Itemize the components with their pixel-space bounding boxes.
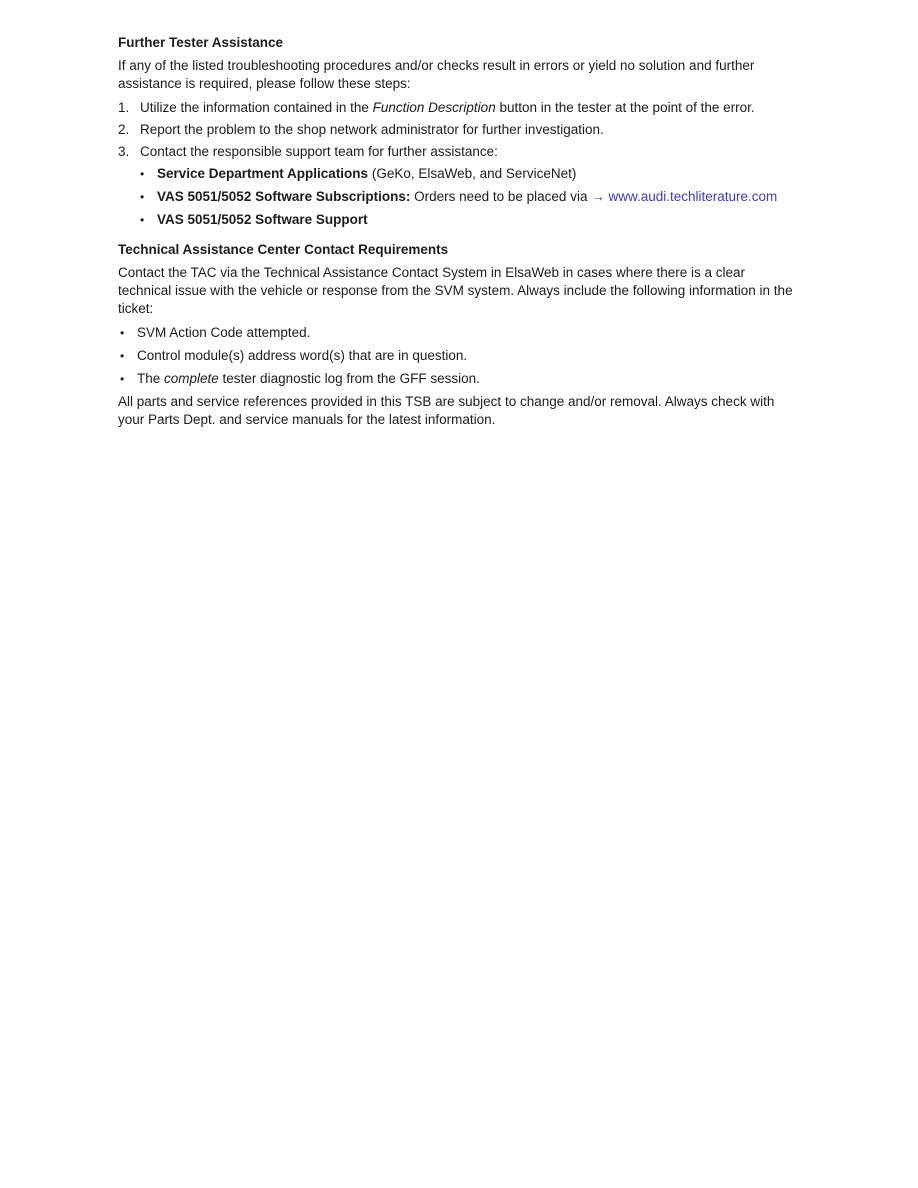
bullet-icon: • (120, 372, 125, 386)
bullet-text: VAS 5051/5052 Software Subscriptions: Orders need to be placed via → www.audi.techliterature.com (157, 189, 778, 204)
step-text: Contact the responsible support team for further assistance: (140, 144, 498, 159)
bullet-icon: • (140, 213, 145, 227)
tac-paragraph: Contact the TAC via the Technical Assistance Contact System in ElsaWeb in cases where there is a clear technical issue with the vehicle or response from the SVM system. Always include the following information in the ticket: (118, 265, 793, 316)
step-number: 1. (118, 100, 130, 115)
step-item-1 (118, 99, 800, 117)
step-item-2 (118, 121, 800, 139)
bullet-text: Service Department Applications (GeKo, ElsaWeb, and ServiceNet) (157, 166, 577, 181)
list-item-diagnostic-log (118, 370, 800, 388)
step-item-3 (118, 143, 800, 161)
disclaimer-paragraph: All parts and service references provided in this TSB are subject to change and/or removal. Always check with your Parts Dept. and service manuals for the latest information. (118, 394, 775, 427)
list-item-svm-action-code (118, 324, 800, 342)
intro-paragraph: If any of the listed troubleshooting procedures and/or checks result in errors or yield no solution and further assistance is required, please follow these steps: (118, 58, 755, 91)
step-number: 2. (118, 122, 130, 137)
list-item-software-subscriptions (140, 188, 800, 206)
support-options-list (118, 165, 800, 229)
list-item-control-modules (118, 347, 800, 365)
bullet-text: SVM Action Code attempted. (137, 325, 311, 340)
steps-list (118, 99, 800, 161)
bullet-text: Control module(s) address word(s) that are in question. (137, 348, 468, 363)
section-heading-tac-contact-requirements: Technical Assistance Center Contact Requirements (118, 242, 449, 257)
bullet-icon: • (120, 349, 125, 363)
step-number: 3. (118, 144, 130, 159)
step-text: Utilize the information contained in the Function Description button in the tester at the point of the error. (140, 100, 755, 115)
bullet-icon: • (140, 190, 145, 204)
bullet-icon: • (140, 167, 145, 181)
list-item-software-support (140, 211, 800, 229)
techliterature-link[interactable]: www.audi.techliterature.com (608, 189, 778, 204)
bullet-text: VAS 5051/5052 Software Support (157, 212, 368, 227)
step-text: Report the problem to the shop network administrator for further investigation. (140, 122, 604, 137)
section-heading-further-tester-assistance: Further Tester Assistance (118, 35, 284, 50)
list-item-service-dept-applications (140, 165, 800, 183)
bullet-text: The complete tester diagnostic log from the GFF session. (137, 371, 480, 386)
ticket-info-list (118, 324, 800, 388)
bullet-icon: • (120, 326, 125, 340)
arrow-icon: → (591, 189, 609, 204)
